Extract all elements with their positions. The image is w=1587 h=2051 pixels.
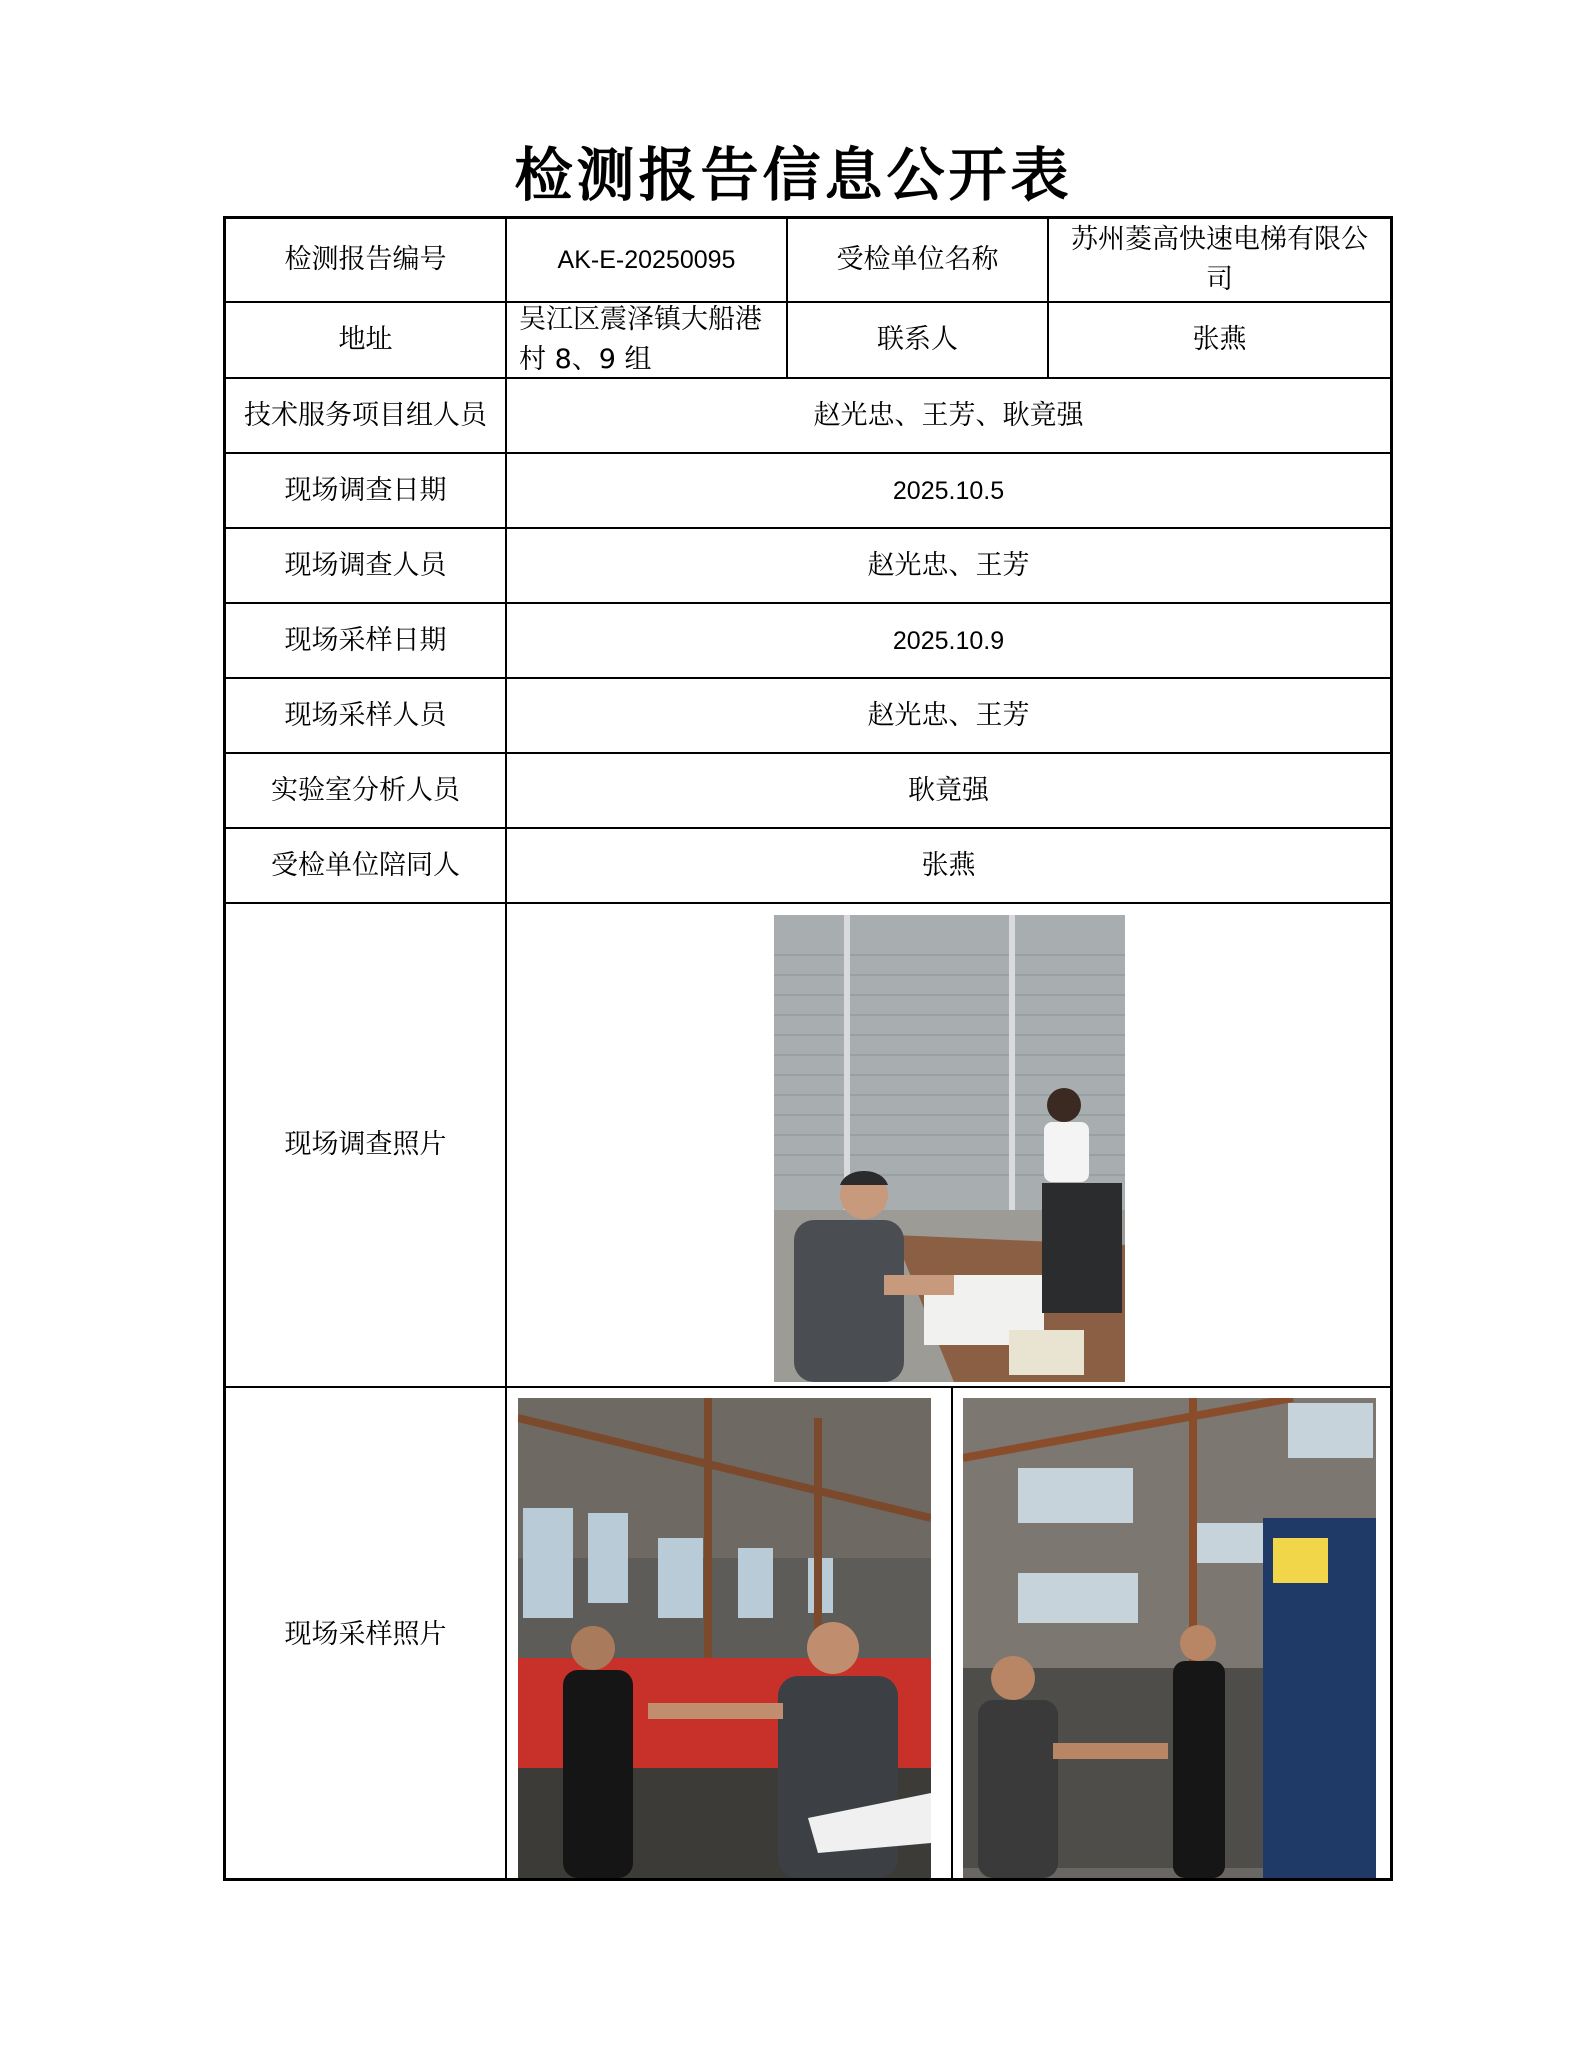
- sampling-photo-label: 现场采样照片: [284, 1618, 447, 1650]
- contact-label: 联系人: [877, 324, 958, 355]
- address-label: 地址: [338, 324, 393, 355]
- team-label: 技术服务项目组人员: [244, 399, 487, 431]
- sampling-photo-1: [518, 1398, 931, 1878]
- sampling-date-label: 现场采样日期: [284, 624, 447, 656]
- survey-photo: [774, 915, 1125, 1382]
- sampling-staff-label: 现场采样人员: [284, 699, 447, 731]
- escort-value: 张燕: [921, 849, 976, 881]
- info-table: [223, 216, 1393, 1881]
- survey-staff-label: 现场调查人员: [284, 549, 447, 581]
- report-number-value: AK-E-20250095: [557, 246, 736, 274]
- survey-photo-label: 现场调查照片: [284, 1129, 447, 1160]
- lab-staff-label: 实验室分析人员: [271, 774, 460, 806]
- unit-name-value: 苏州菱高快速电梯有限公司: [1071, 224, 1368, 295]
- escort-label: 受检单位陪同人: [271, 849, 460, 881]
- sampling-date-value: 2025.10.9: [892, 626, 1005, 655]
- lab-staff-value: 耿竟强: [908, 774, 989, 806]
- contact-value: 张燕: [1192, 324, 1247, 355]
- unit-name-label: 受检单位名称: [836, 244, 999, 275]
- team-value: 赵光忠、王芳、耿竟强: [813, 399, 1084, 431]
- survey-date-label: 现场调查日期: [284, 474, 447, 506]
- page-title: 检测报告信息公开表: [514, 141, 1073, 209]
- report-number-label: 检测报告编号: [284, 244, 447, 275]
- survey-staff-value: 赵光忠、王芳: [867, 549, 1030, 581]
- survey-date-value: 2025.10.5: [892, 476, 1005, 505]
- sampling-photo-2: [963, 1398, 1376, 1878]
- sampling-staff-value: 赵光忠、王芳: [867, 699, 1030, 731]
- address-value: 吴江区震泽镇大船港村 8、9 组: [519, 304, 762, 375]
